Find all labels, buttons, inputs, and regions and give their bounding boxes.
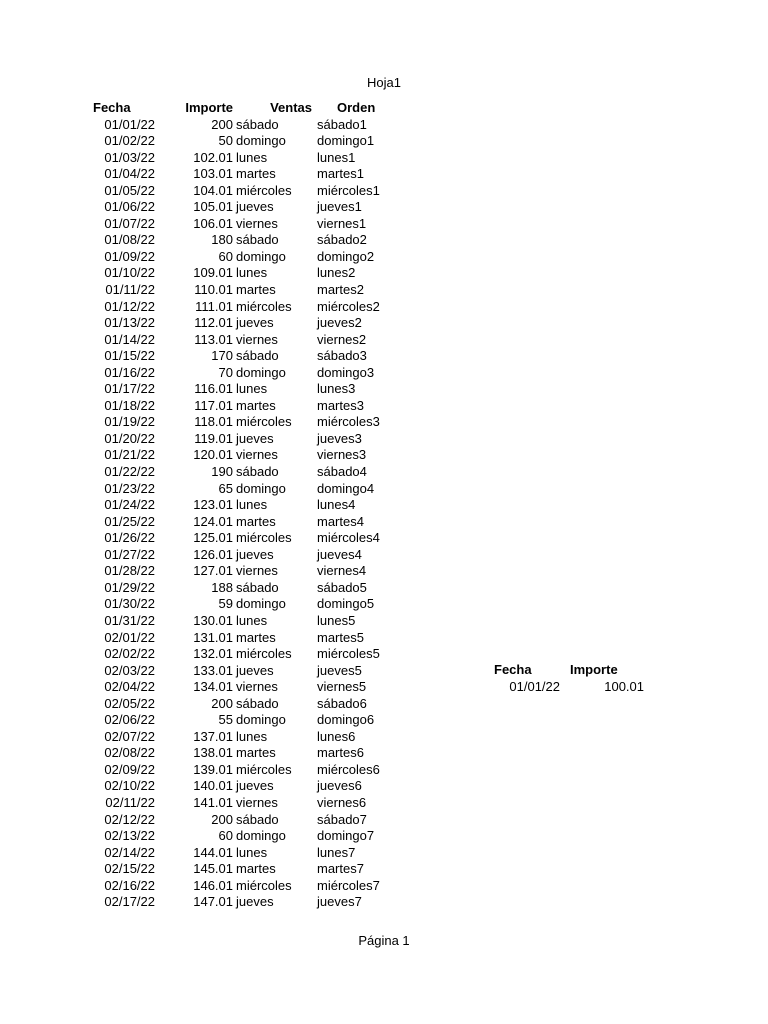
table-row bbox=[90, 381, 408, 398]
table-row bbox=[90, 497, 408, 514]
cell-importe: 60 bbox=[218, 248, 233, 264]
cell-ventas: viernes bbox=[236, 679, 278, 695]
cell-orden: sábado3 bbox=[317, 348, 367, 364]
cell-importe: 113.01 bbox=[194, 331, 233, 347]
cell-ventas: domingo bbox=[236, 248, 286, 264]
cell-orden: domingo3 bbox=[317, 364, 375, 380]
table-row bbox=[90, 332, 408, 349]
cell-fecha: 01/31/22 bbox=[104, 612, 155, 628]
cell-ventas: miércoles bbox=[236, 530, 292, 546]
cell-fecha: 01/14/22 bbox=[104, 331, 155, 347]
header-fecha: Fecha bbox=[93, 100, 131, 115]
cell-fecha: 01/12/22 bbox=[104, 298, 155, 314]
summary-cell-fecha: 01/01/22 bbox=[509, 678, 560, 694]
cell-ventas: sábado bbox=[236, 232, 279, 248]
cell-importe: 190 bbox=[211, 464, 233, 480]
page-footer: Página 1 bbox=[358, 933, 410, 948]
cell-orden: jueves2 bbox=[317, 315, 362, 331]
cell-orden: viernes6 bbox=[317, 794, 367, 810]
cell-orden: miércoles5 bbox=[317, 646, 380, 662]
cell-fecha: 02/14/22 bbox=[104, 844, 155, 860]
summary-cell-importe: 100.01 bbox=[604, 678, 644, 694]
cell-fecha: 02/12/22 bbox=[104, 811, 155, 827]
table-row bbox=[90, 464, 408, 481]
cell-fecha: 01/27/22 bbox=[104, 546, 155, 562]
table-row bbox=[90, 249, 408, 266]
cell-ventas: domingo bbox=[236, 480, 286, 496]
summary-table bbox=[492, 662, 644, 695]
table-row bbox=[90, 199, 408, 216]
cell-importe: 140.01 bbox=[193, 778, 233, 794]
table-row bbox=[90, 861, 408, 878]
cell-fecha: 01/08/22 bbox=[104, 232, 155, 248]
cell-orden: miércoles2 bbox=[317, 298, 380, 314]
cell-importe: 125.01 bbox=[193, 530, 233, 546]
cell-ventas: lunes bbox=[236, 728, 268, 744]
cell-fecha: 01/03/22 bbox=[104, 149, 155, 165]
cell-ventas: martes bbox=[236, 861, 276, 877]
cell-importe: 138.01 bbox=[193, 745, 233, 761]
cell-fecha: 01/23/22 bbox=[104, 480, 155, 496]
cell-importe: 117.01 bbox=[194, 397, 233, 413]
cell-fecha: 01/15/22 bbox=[104, 348, 155, 364]
cell-ventas: jueves bbox=[236, 662, 274, 678]
table-row bbox=[90, 447, 408, 464]
header-importe: Importe bbox=[185, 100, 233, 115]
cell-ventas: sábado bbox=[236, 464, 279, 480]
cell-importe: 105.01 bbox=[193, 199, 233, 215]
cell-orden: miércoles6 bbox=[317, 761, 380, 777]
cell-orden: domingo5 bbox=[317, 596, 375, 612]
table-row bbox=[90, 845, 408, 862]
table-row bbox=[90, 117, 408, 134]
cell-orden: sábado5 bbox=[317, 579, 367, 595]
cell-orden: lunes4 bbox=[317, 497, 356, 513]
cell-importe: 116.01 bbox=[194, 381, 233, 397]
table-row bbox=[90, 663, 408, 680]
table-row bbox=[90, 365, 408, 382]
cell-importe: 146.01 bbox=[193, 877, 233, 893]
cell-ventas: domingo bbox=[236, 828, 286, 844]
cell-fecha: 01/19/22 bbox=[104, 414, 155, 430]
cell-fecha: 02/04/22 bbox=[104, 679, 155, 695]
cell-orden: martes1 bbox=[317, 166, 364, 182]
cell-orden: viernes2 bbox=[317, 331, 367, 347]
cell-fecha: 01/20/22 bbox=[104, 430, 155, 446]
table-row bbox=[90, 762, 408, 779]
cell-orden: lunes7 bbox=[317, 844, 356, 860]
cell-importe: 55 bbox=[218, 712, 233, 728]
cell-importe: 119.01 bbox=[194, 430, 233, 446]
cell-importe: 132.01 bbox=[193, 646, 233, 662]
cell-importe: 170 bbox=[211, 348, 233, 364]
cell-ventas: jueves bbox=[236, 315, 274, 331]
cell-ventas: viernes bbox=[236, 215, 278, 231]
cell-ventas: viernes bbox=[236, 794, 278, 810]
cell-importe: 65 bbox=[218, 480, 233, 496]
table-row bbox=[90, 712, 408, 729]
cell-orden: miércoles1 bbox=[317, 182, 380, 198]
cell-orden: sábado2 bbox=[317, 232, 367, 248]
cell-fecha: 01/25/22 bbox=[104, 513, 155, 529]
cell-orden: lunes6 bbox=[317, 728, 356, 744]
table-row bbox=[90, 216, 408, 233]
cell-orden: jueves5 bbox=[317, 662, 362, 678]
cell-fecha: 01/07/22 bbox=[104, 215, 155, 231]
table-row bbox=[90, 812, 408, 829]
cell-importe: 60 bbox=[218, 828, 233, 844]
table-row bbox=[90, 183, 408, 200]
cell-importe: 120.01 bbox=[193, 447, 233, 463]
cell-importe: 118.01 bbox=[194, 414, 233, 430]
cell-orden: martes4 bbox=[317, 513, 364, 529]
table-row bbox=[90, 679, 408, 696]
cell-ventas: lunes bbox=[236, 381, 268, 397]
cell-ventas: sábado bbox=[236, 811, 279, 827]
cell-fecha: 01/24/22 bbox=[104, 497, 155, 513]
cell-importe: 123.01 bbox=[193, 497, 233, 513]
cell-ventas: martes bbox=[236, 745, 276, 761]
table-row bbox=[90, 348, 408, 365]
table-row bbox=[90, 431, 408, 448]
cell-orden: martes2 bbox=[317, 282, 364, 298]
cell-importe: 111.01 bbox=[195, 298, 233, 314]
cell-importe: 137.01 bbox=[193, 728, 233, 744]
cell-ventas: miércoles bbox=[236, 761, 292, 777]
cell-importe: 126.01 bbox=[193, 546, 233, 562]
cell-orden: miércoles4 bbox=[317, 530, 380, 546]
cell-fecha: 01/30/22 bbox=[104, 596, 155, 612]
table-row bbox=[90, 133, 408, 150]
cell-fecha: 01/26/22 bbox=[104, 530, 155, 546]
cell-importe: 139.01 bbox=[193, 761, 233, 777]
cell-orden: lunes1 bbox=[317, 149, 356, 165]
cell-importe: 59 bbox=[218, 596, 233, 612]
table-row bbox=[90, 282, 408, 299]
cell-ventas: lunes bbox=[236, 612, 268, 628]
cell-fecha: 01/21/22 bbox=[104, 447, 155, 463]
table-row bbox=[90, 878, 408, 895]
table-row bbox=[90, 232, 408, 249]
cell-importe: 133.01 bbox=[193, 662, 233, 678]
cell-fecha: 01/28/22 bbox=[104, 563, 155, 579]
cell-fecha: 02/03/22 bbox=[104, 662, 155, 678]
cell-orden: lunes2 bbox=[317, 265, 356, 281]
table-row bbox=[90, 315, 408, 332]
cell-orden: miércoles7 bbox=[317, 877, 380, 893]
cell-ventas: martes bbox=[236, 629, 276, 645]
table-row bbox=[90, 630, 408, 647]
cell-fecha: 01/01/22 bbox=[104, 116, 155, 132]
cell-importe: 131.01 bbox=[193, 629, 233, 645]
cell-ventas: jueves bbox=[236, 199, 274, 215]
cell-importe: 147.01 bbox=[193, 894, 233, 910]
table-row bbox=[90, 166, 408, 183]
table-row bbox=[90, 265, 408, 282]
cell-fecha: 01/02/22 bbox=[104, 133, 155, 149]
cell-fecha: 01/17/22 bbox=[104, 381, 155, 397]
table-row bbox=[90, 414, 408, 431]
cell-ventas: lunes bbox=[236, 149, 268, 165]
cell-importe: 106.01 bbox=[193, 215, 233, 231]
cell-fecha: 02/13/22 bbox=[104, 828, 155, 844]
cell-orden: jueves7 bbox=[317, 894, 362, 910]
cell-ventas: miércoles bbox=[236, 298, 292, 314]
cell-importe: 200 bbox=[211, 811, 233, 827]
table-row bbox=[90, 547, 408, 564]
cell-ventas: martes bbox=[236, 282, 276, 298]
cell-orden: jueves1 bbox=[317, 199, 362, 215]
summary-table-header-row bbox=[492, 662, 644, 679]
cell-fecha: 01/05/22 bbox=[104, 182, 155, 198]
table-row bbox=[90, 613, 408, 630]
cell-ventas: lunes bbox=[236, 497, 268, 513]
cell-orden: sábado7 bbox=[317, 811, 367, 827]
cell-fecha: 02/06/22 bbox=[104, 712, 155, 728]
cell-ventas: sábado bbox=[236, 695, 279, 711]
cell-ventas: domingo bbox=[236, 133, 286, 149]
summary-header-importe: Importe bbox=[570, 662, 618, 677]
cell-importe: 188 bbox=[211, 579, 233, 595]
summary-row bbox=[492, 679, 644, 696]
cell-ventas: sábado bbox=[236, 348, 279, 364]
table-row bbox=[90, 563, 408, 580]
cell-orden: domingo6 bbox=[317, 712, 375, 728]
cell-fecha: 02/11/22 bbox=[105, 794, 155, 810]
cell-fecha: 02/17/22 bbox=[104, 894, 155, 910]
table-row bbox=[90, 894, 408, 911]
cell-orden: viernes4 bbox=[317, 563, 367, 579]
cell-fecha: 02/05/22 bbox=[104, 695, 155, 711]
main-table-header-row bbox=[90, 100, 408, 117]
cell-ventas: sábado bbox=[236, 579, 279, 595]
cell-ventas: viernes bbox=[236, 563, 278, 579]
cell-importe: 144.01 bbox=[193, 844, 233, 860]
sheet-title: Hoja1 bbox=[367, 75, 401, 90]
cell-orden: viernes5 bbox=[317, 679, 367, 695]
cell-fecha: 01/18/22 bbox=[104, 397, 155, 413]
cell-fecha: 01/11/22 bbox=[105, 282, 155, 298]
cell-ventas: lunes bbox=[236, 844, 268, 860]
cell-orden: domingo2 bbox=[317, 248, 375, 264]
table-row bbox=[90, 745, 408, 762]
table-row bbox=[90, 828, 408, 845]
cell-importe: 124.01 bbox=[193, 513, 233, 529]
cell-importe: 127.01 bbox=[193, 563, 233, 579]
table-row bbox=[90, 514, 408, 531]
cell-importe: 200 bbox=[211, 116, 233, 132]
cell-ventas: domingo bbox=[236, 712, 286, 728]
header-ventas: Ventas bbox=[270, 100, 312, 115]
cell-ventas: martes bbox=[236, 513, 276, 529]
cell-orden: lunes3 bbox=[317, 381, 356, 397]
cell-orden: martes5 bbox=[317, 629, 364, 645]
cell-orden: miércoles3 bbox=[317, 414, 380, 430]
cell-fecha: 02/02/22 bbox=[104, 646, 155, 662]
cell-orden: viernes1 bbox=[317, 215, 367, 231]
cell-importe: 102.01 bbox=[193, 149, 233, 165]
cell-importe: 112.01 bbox=[194, 315, 233, 331]
cell-orden: jueves4 bbox=[317, 546, 362, 562]
cell-importe: 104.01 bbox=[193, 182, 233, 198]
cell-fecha: 01/22/22 bbox=[104, 464, 155, 480]
cell-fecha: 01/16/22 bbox=[104, 364, 155, 380]
table-row bbox=[90, 580, 408, 597]
table-row bbox=[90, 398, 408, 415]
cell-importe: 70 bbox=[218, 364, 233, 380]
cell-fecha: 01/29/22 bbox=[104, 579, 155, 595]
cell-ventas: martes bbox=[236, 166, 276, 182]
cell-ventas: domingo bbox=[236, 364, 286, 380]
table-row bbox=[90, 696, 408, 713]
cell-ventas: jueves bbox=[236, 546, 274, 562]
cell-importe: 110.01 bbox=[194, 282, 233, 298]
table-row bbox=[90, 646, 408, 663]
cell-orden: jueves6 bbox=[317, 778, 362, 794]
cell-orden: jueves3 bbox=[317, 430, 362, 446]
cell-ventas: miércoles bbox=[236, 414, 292, 430]
cell-fecha: 01/06/22 bbox=[104, 199, 155, 215]
cell-fecha: 02/10/22 bbox=[104, 778, 155, 794]
cell-fecha: 02/01/22 bbox=[104, 629, 155, 645]
cell-importe: 109.01 bbox=[193, 265, 233, 281]
cell-fecha: 01/13/22 bbox=[104, 315, 155, 331]
cell-ventas: lunes bbox=[236, 265, 268, 281]
cell-ventas: miércoles bbox=[236, 877, 292, 893]
table-row bbox=[90, 530, 408, 547]
cell-orden: martes6 bbox=[317, 745, 364, 761]
cell-orden: lunes5 bbox=[317, 612, 356, 628]
cell-ventas: martes bbox=[236, 397, 276, 413]
cell-orden: martes7 bbox=[317, 861, 364, 877]
cell-fecha: 02/08/22 bbox=[104, 745, 155, 761]
cell-fecha: 01/09/22 bbox=[104, 248, 155, 264]
cell-ventas: miércoles bbox=[236, 182, 292, 198]
cell-importe: 145.01 bbox=[193, 861, 233, 877]
table-row bbox=[90, 778, 408, 795]
cell-orden: martes3 bbox=[317, 397, 364, 413]
cell-orden: domingo1 bbox=[317, 133, 375, 149]
cell-orden: sábado1 bbox=[317, 116, 367, 132]
cell-ventas: domingo bbox=[236, 596, 286, 612]
main-table-body bbox=[90, 117, 408, 911]
cell-importe: 50 bbox=[218, 133, 233, 149]
cell-ventas: jueves bbox=[236, 778, 274, 794]
table-row bbox=[90, 150, 408, 167]
main-data-table bbox=[90, 100, 408, 911]
cell-ventas: viernes bbox=[236, 447, 278, 463]
cell-orden: sábado6 bbox=[317, 695, 367, 711]
cell-importe: 200 bbox=[211, 695, 233, 711]
table-row bbox=[90, 481, 408, 498]
cell-fecha: 01/04/22 bbox=[104, 166, 155, 182]
cell-ventas: jueves bbox=[236, 894, 274, 910]
header-orden: Orden bbox=[337, 100, 376, 115]
cell-importe: 134.01 bbox=[193, 679, 233, 695]
cell-ventas: jueves bbox=[236, 430, 274, 446]
cell-fecha: 02/15/22 bbox=[104, 861, 155, 877]
cell-fecha: 02/09/22 bbox=[104, 761, 155, 777]
cell-importe: 141.01 bbox=[193, 794, 233, 810]
cell-fecha: 02/16/22 bbox=[104, 877, 155, 893]
cell-importe: 130.01 bbox=[193, 612, 233, 628]
summary-table-body bbox=[492, 679, 644, 696]
table-row bbox=[90, 596, 408, 613]
cell-importe: 103.01 bbox=[193, 166, 233, 182]
cell-importe: 180 bbox=[211, 232, 233, 248]
cell-orden: domingo4 bbox=[317, 480, 375, 496]
cell-ventas: sábado bbox=[236, 116, 279, 132]
table-row bbox=[90, 729, 408, 746]
cell-ventas: viernes bbox=[236, 331, 278, 347]
cell-orden: domingo7 bbox=[317, 828, 375, 844]
cell-orden: viernes3 bbox=[317, 447, 367, 463]
table-row bbox=[90, 795, 408, 812]
table-row bbox=[90, 299, 408, 316]
cell-ventas: miércoles bbox=[236, 646, 292, 662]
cell-orden: sábado4 bbox=[317, 464, 367, 480]
cell-fecha: 02/07/22 bbox=[104, 728, 155, 744]
cell-fecha: 01/10/22 bbox=[104, 265, 155, 281]
summary-header-fecha: Fecha bbox=[494, 662, 532, 677]
